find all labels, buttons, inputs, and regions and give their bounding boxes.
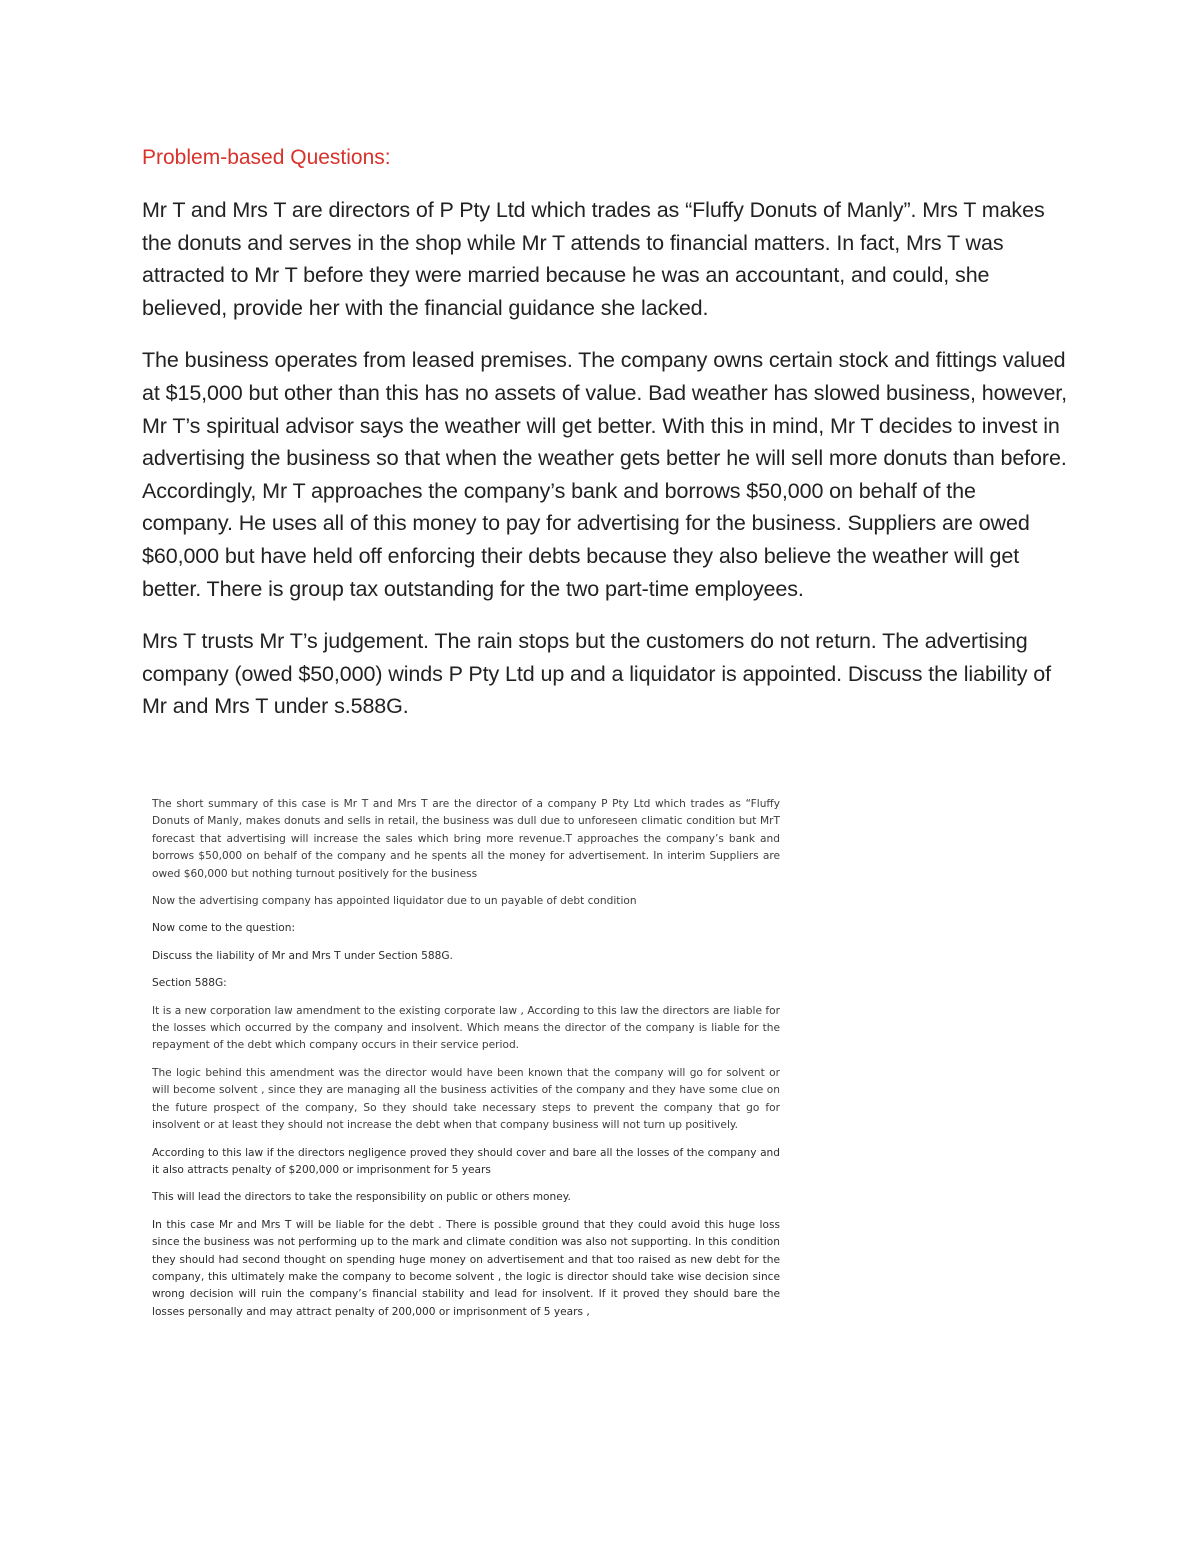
answer-paragraph-summary: The short summary of this case is Mr T and Mrs T are the director of a company P Pty Ltd which trades as “Fluffy Donuts of Manly, makes donuts and sells in retail, the business was dull due to unforeseen climatic condition but MrT forecast that advertising will increase the sales which bring more revenue.T approaches the company’s bank and borrows $50,000 on behalf of the company and he spents all the money for advertisement. In interim Suppliers are owed $60,000 but nothing turnout positively for the business	[152, 798, 780, 880]
answer-paragraph-section-title: Section 588G:	[152, 977, 227, 990]
question-paragraph-1: Mr T and Mrs T are directors of P Pty Ltd which trades as “Fluffy Donuts of Manly”. Mrs T makes the donuts and serves in the shop while Mr T attends to financial matters. In fact, Mrs T was attracted to Mr T before they were married because he was an accountant, and could, she believed, provide her with the financial guidance she lacked.	[142, 198, 1045, 320]
question-paragraph-3: Mrs T trusts Mr T’s judgement. The rain stops but the customers do not return. The advertising company (owed $50,000) winds P Pty Ltd up and a liquidator is appointed. Discuss the liability of Mr and Mrs T under s.588G.	[142, 629, 1051, 719]
section-heading: Problem-based Questions:	[142, 146, 391, 169]
answer-paragraph-liquidator: Now the advertising company has appointed liquidator due to un payable of debt condition	[152, 895, 637, 908]
answer-paragraph-law: It is a new corporation law amendment to the existing corporate law , According to this law the directors are liable for the losses which occurred by the company and insolvent. Which means the director of the company is liable for the repayment of the debt which company occurs in their service period.	[152, 1004, 780, 1052]
answer-paragraph-logic: The logic behind this amendment was the director would have been known that the company will go for solvent or will become solvent , since they are managing all the business activities of the company and they have some clue on the future prospect of the company, So they should take necessary steps to prevent the company that go for insolvent or at least they should not increase the debt when that company business will not turn up positively.	[152, 1066, 780, 1132]
answer-section	[152, 796, 780, 1331]
answer-paragraph-question: Discuss the liability of Mr and Mrs T under Section 588G.	[152, 949, 453, 962]
answer-paragraph-conclusion: In this case Mr and Mrs T will be liable for the debt . There is possible ground that they could avoid this huge loss since the business was not performing up to the mark and climate condition was also not supporting. In this condition they should had second thought on spending huge money on advertisement and that too raised as new debt for the company, this ultimately make the company to become solvent , the logic is director should take wise decision since wrong decision will ruin the company’s financial stability and lead for insolvent. If it proved they should bare the losses personally and may attract penalty of 200,000 or imprisonment of 5 years ,	[152, 1218, 780, 1318]
problem-question-section	[142, 140, 1072, 743]
answer-paragraph-question-intro: Now come to the question:	[152, 922, 296, 935]
question-paragraph-2: The business operates from leased premises. The company owns certain stock and fittings valued at $15,000 but other than this has no assets of value. Bad weather has slowed business, however, Mr T’s spiritual advisor says the weather will get better. With this in mind, Mr T decides to invest in advertising the business so that when the weather gets better he will sell more donuts than before. Accordingly, Mr T approaches the company’s bank and borrows $50,000 on behalf of the company. He uses all of this money to pay for advertising for the business. Suppliers are owed $60,000 but have held off enforcing their debts because they also believe the weather will get better. There is group tax outstanding for the two part-time employees.	[142, 348, 1068, 601]
answer-paragraph-responsibility: This will lead the directors to take the responsibility on public or others money.	[152, 1191, 571, 1204]
answer-paragraph-penalty: According to this law if the directors negligence proved they should cover and bare all the losses of the company and it also attracts penalty of $200,000 or imprisonment for 5 years	[152, 1146, 780, 1176]
